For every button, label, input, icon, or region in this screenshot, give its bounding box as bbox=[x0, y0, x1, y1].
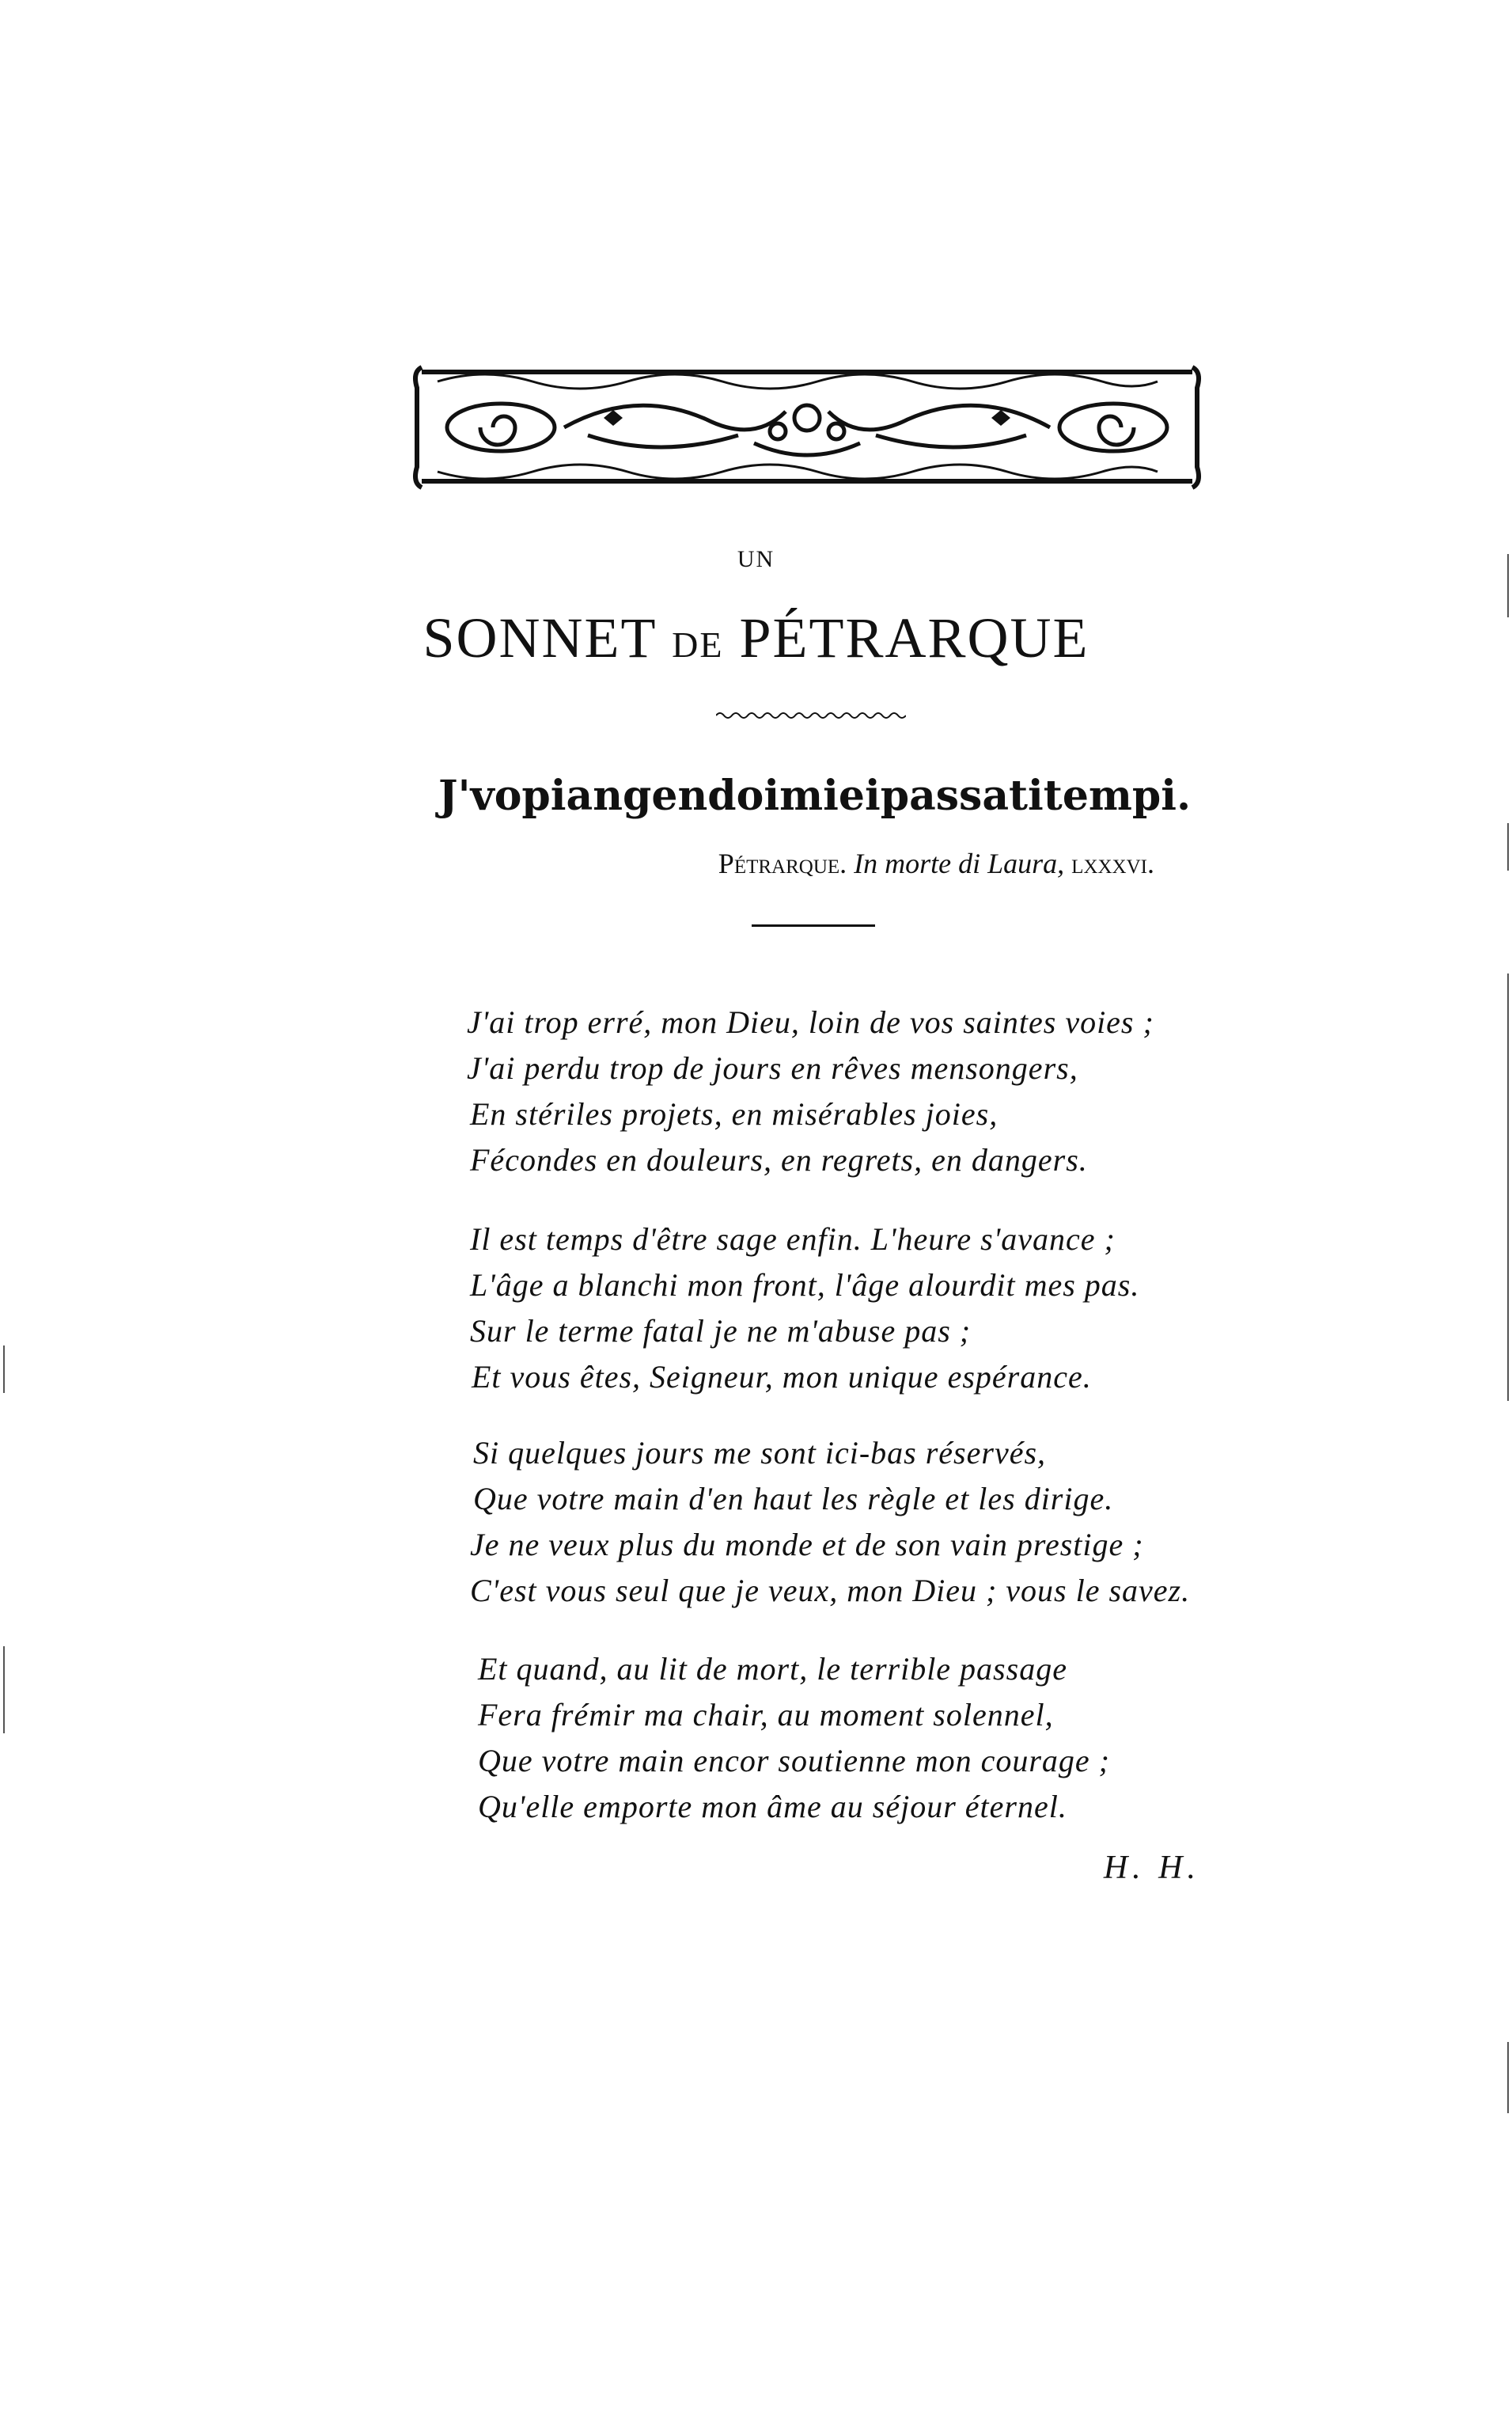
attribution-number: lxxxvi. bbox=[1071, 848, 1154, 879]
epigraph-word: miei bbox=[779, 772, 881, 820]
poem-line: Je ne veux plus du monde et de son vain prestige ; bbox=[470, 1527, 1144, 1562]
poem-line: C'est vous seul que je veux, mon Dieu ; vous le savez. bbox=[470, 1573, 1191, 1608]
section-rule bbox=[752, 924, 875, 927]
epigraph-word: J'vo bbox=[438, 772, 522, 820]
poem-line: En stériles projets, en misérables joies, bbox=[470, 1096, 999, 1132]
poem-line: Si quelques jours me sont ici-bas réservés, bbox=[473, 1435, 1047, 1471]
poem-line: J'ai perdu trop de jours en rêves mensongers, bbox=[467, 1050, 1078, 1086]
ornamental-headpiece bbox=[406, 356, 1208, 497]
poem-line: Il est temps d'être sage enfin. L'heure s'avance ; bbox=[470, 1221, 1116, 1257]
poem-line: Sur le terme fatal je ne m'abuse pas ; bbox=[470, 1313, 972, 1349]
epigraph-word: i bbox=[764, 772, 780, 820]
page-title bbox=[0, 605, 1512, 671]
scan-edge-mark bbox=[3, 1646, 5, 1733]
title-kicker: UN bbox=[737, 546, 775, 572]
poem-line: Fécondes en douleurs, en regrets, en dangers. bbox=[470, 1142, 1088, 1178]
scan-edge-mark bbox=[1507, 2042, 1509, 2113]
epigraph-word: tempi. bbox=[1043, 772, 1192, 820]
poem-line: Qu'elle emporte mon âme au séjour éternel. bbox=[478, 1789, 1067, 1824]
epigraph-word: piangendo bbox=[521, 772, 764, 820]
scan-edge-mark bbox=[3, 1345, 5, 1393]
poem-line: L'âge a blanchi mon front, l'âge alourdit mes pas. bbox=[470, 1267, 1140, 1303]
scan-edge-mark bbox=[1507, 823, 1509, 871]
attribution-work: In morte di Laura, bbox=[854, 848, 1065, 879]
poem-line: J'ai trop erré, mon Dieu, loin de vos saintes voies ; bbox=[467, 1004, 1154, 1040]
poem-line: Et quand, au lit de mort, le terrible passage bbox=[478, 1651, 1067, 1687]
signature: H. H. bbox=[1103, 1850, 1200, 1886]
poem-line: Que votre main encor soutienne mon courage ; bbox=[478, 1743, 1110, 1778]
poem-line: Fera frémir ma chair, au moment solennel, bbox=[478, 1697, 1054, 1733]
title-main: SONNET bbox=[423, 606, 657, 670]
scan-edge-mark bbox=[1507, 973, 1509, 1401]
epigraph bbox=[438, 772, 1192, 820]
wavy-rule bbox=[716, 709, 906, 722]
title-de: DE bbox=[672, 624, 724, 665]
poem-line: Que votre main d'en haut les règle et les dirige. bbox=[473, 1481, 1114, 1516]
title-name: PÉTRARQUE bbox=[739, 606, 1089, 670]
epigraph-word: passati bbox=[880, 772, 1044, 820]
attribution-author: Pétrarque. bbox=[718, 848, 847, 879]
poem-line: Et vous êtes, Seigneur, mon unique espérance. bbox=[472, 1359, 1092, 1395]
epigraph-attribution bbox=[554, 847, 1154, 880]
